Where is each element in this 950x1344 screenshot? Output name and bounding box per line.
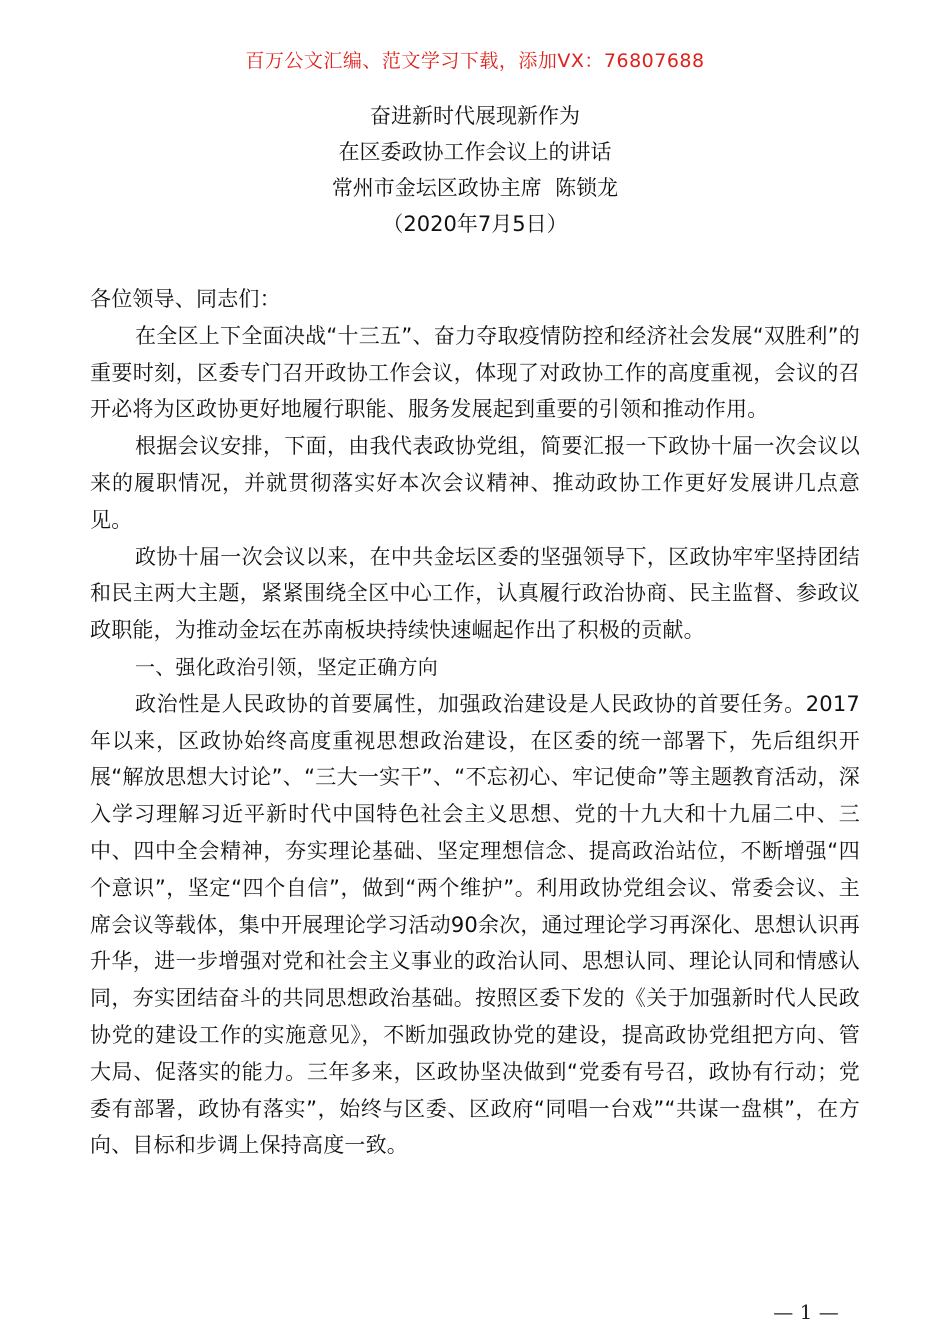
speech-body — [90, 281, 860, 1164]
page-number: — 1 — — [773, 1300, 839, 1324]
salutation: 各位领导、同志们： — [90, 287, 281, 311]
speaker-line: 常州市金坛区政协主席 陈锁龙 — [331, 176, 619, 200]
title-block — [0, 98, 950, 242]
speech-title: 奋进新时代展现新作为 — [370, 104, 580, 128]
paragraph-3: 政协十届一次会议以来，在中共金坛区委的坚强领导下，区政协牢牢坚持团结和民主两大主题，紧紧围绕全区中心工作，认真履行政治协商、民主监督、参政议政职能，为推动金坛在苏南板块持续快速崛起作出了积极的贡献。 — [90, 544, 860, 643]
speech-date: （2020年7月5日） — [382, 212, 568, 236]
section-heading-1: 一、强化政治引领，坚定正确方向 — [135, 654, 438, 679]
paragraph-1: 在全区上下全面决战“十三五”、奋力夺取疫情防控和经济社会发展“双胜利”的重要时刻，区委专门召开政协工作会议，体现了对政协工作的高度重视，会议的召开必将为区政协更好地履行职能、服务发展起到重要的引领和推动作用。 — [90, 323, 860, 422]
watermark-banner: 百万公文汇编、范文学习下载，添加VX：76807688 — [245, 50, 705, 72]
section-1-paragraph: 政治性是人民政协的首要属性，加强政治建设是人民政协的首要任务。2017年以来，区政协始终高度重视思想政治建设，在区委的统一部署下，先后组织开展“解放思想大讨论”、“三大一实干”、“不忘初心、牢记使命”等主题教育活动，深入学习理解习近平新时代中国特色社会主义思想、党的十九大和十九届二中、三中、四中全会精神，夯实理论基础、坚定理想信念、提高政治站位，不断增强“四个意识”，坚定“四个自信”，做到“两个维护”。利用政协党组会议、常委会议、主席会议等载体，集中开展理论学习活动90余次，通过理论学习再深化、思想认识再升华，进一步增强对党和社会主义事业的政治认同、思想认同、理论认同和情感认同，夯实团结奋斗的共同思想政治基础。按照区委下发的《关于加强新时代人民政协党的建设工作的实施意见》，不断加强政协党的建设，提高政协党组把方向、管大局、促落实的能力。三年多来，区政协坚决做到“党委有号召，政协有行动；党委有部署，政协有落实”，始终与区委、区政府“同唱一台戏”“共谋一盘棋”，在方向、目标和步调上保持高度一致。 — [90, 691, 860, 1158]
paragraph-2: 根据会议安排，下面，由我代表政协党组，简要汇报一下政协十届一次会议以来的履职情况，并就贯彻落实好本次会议精神、推动政协工作更好发展讲几点意见。 — [90, 434, 860, 532]
speech-subtitle: 在区委政协工作会议上的讲话 — [338, 140, 612, 164]
